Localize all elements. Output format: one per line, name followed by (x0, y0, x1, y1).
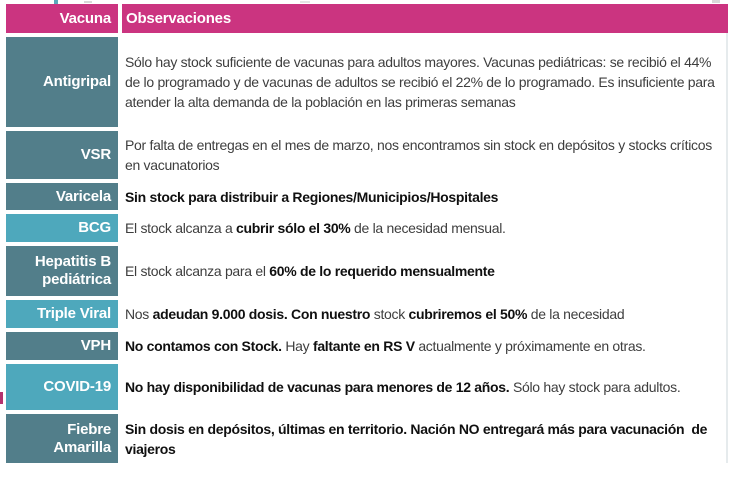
observation-text: Por falta de entregas en el mes de marzo, nos encontramos sin stock en depósitos y stocks críticos en vacunatorios (125, 137, 716, 173)
vaccine-cell (6, 37, 118, 127)
observation-cell (122, 183, 728, 210)
vaccine-label: VPH (80, 337, 111, 354)
vaccine-cell (6, 214, 118, 242)
observation-cell (122, 131, 728, 179)
vaccine-cell (6, 414, 118, 463)
observation-text: Sin stock para distribuir a Regiones/Municipios/Hospitales (125, 188, 499, 205)
vaccine-label: COVID-19 (43, 378, 111, 395)
observation-text: Sin dosis en depósitos, últimas en territorio. Nación NO entregará más para vacunación de viajeros (125, 420, 711, 457)
observation-cell (122, 246, 728, 296)
cropped-title-artifact (712, 0, 720, 3)
vaccine-label: Triple Viral (36, 305, 111, 322)
observation-cell (122, 214, 728, 242)
vaccine-cell (6, 183, 118, 210)
observation-text: Sólo hay stock suficiente de vacunas para adultos mayores. Vacunas pediátricas: se recibió el 44% de lo programado y de vacunas de adultos se recibió el 22% de lo programado. Es insuficiente para atender la alta demanda de la población en las primeras semanas (125, 54, 719, 110)
observation-text: El stock alcanza a cubrir sólo el 30% de la necesidad mensual. (125, 220, 506, 236)
table-row (6, 300, 728, 328)
observation-text: El stock alcanza para el 60% de lo requerido mensualmente (125, 263, 495, 279)
table-row (6, 246, 728, 296)
vaccine-label: Antigripal (43, 73, 111, 90)
observation-text: No contamos con Stock. Hay faltante en RS V actualmente y próximamente en otras. (125, 338, 646, 354)
vaccine-cell (6, 332, 118, 360)
vaccine-label: Varicela (55, 187, 111, 205)
header-cell-vaccine: Vacuna (6, 4, 118, 33)
vaccine-label: Hepatitis B pediátrica (34, 253, 111, 288)
table-row (6, 364, 728, 410)
table-row (6, 414, 728, 463)
table-row (6, 37, 728, 127)
table-body (6, 37, 728, 463)
observation-text: No hay disponibilidad de vacunas para menores de 12 años. Sólo hay stock para adultos. (125, 379, 681, 395)
table-row (6, 332, 728, 360)
observation-cell (122, 414, 728, 463)
observation-cell (122, 300, 728, 328)
vaccine-cell (6, 364, 118, 410)
vaccine-stock-table (6, 4, 728, 463)
vaccine-cell (6, 300, 118, 328)
observation-cell (122, 364, 728, 410)
table-row (6, 183, 728, 210)
observation-cell (122, 332, 728, 360)
vaccine-label: VSR (80, 146, 111, 163)
table-row (6, 214, 728, 242)
left-edge-artifact (0, 392, 3, 404)
table-header-row (6, 4, 728, 33)
vaccine-cell (6, 246, 118, 296)
cropped-title-artifact (84, 1, 92, 3)
header-cell-observations: Observaciones (122, 4, 728, 33)
vaccine-label: Fiebre Amarilla (53, 420, 111, 456)
observation-text: Nos adeudan 9.000 dosis. Con nuestro stock cubriremos el 50% de la necesidad (125, 306, 625, 322)
vaccine-label: BCG (78, 219, 111, 236)
vaccine-cell (6, 131, 118, 179)
table-row (6, 131, 728, 179)
observation-cell (122, 37, 728, 127)
cropped-title-artifact (300, 1, 310, 3)
